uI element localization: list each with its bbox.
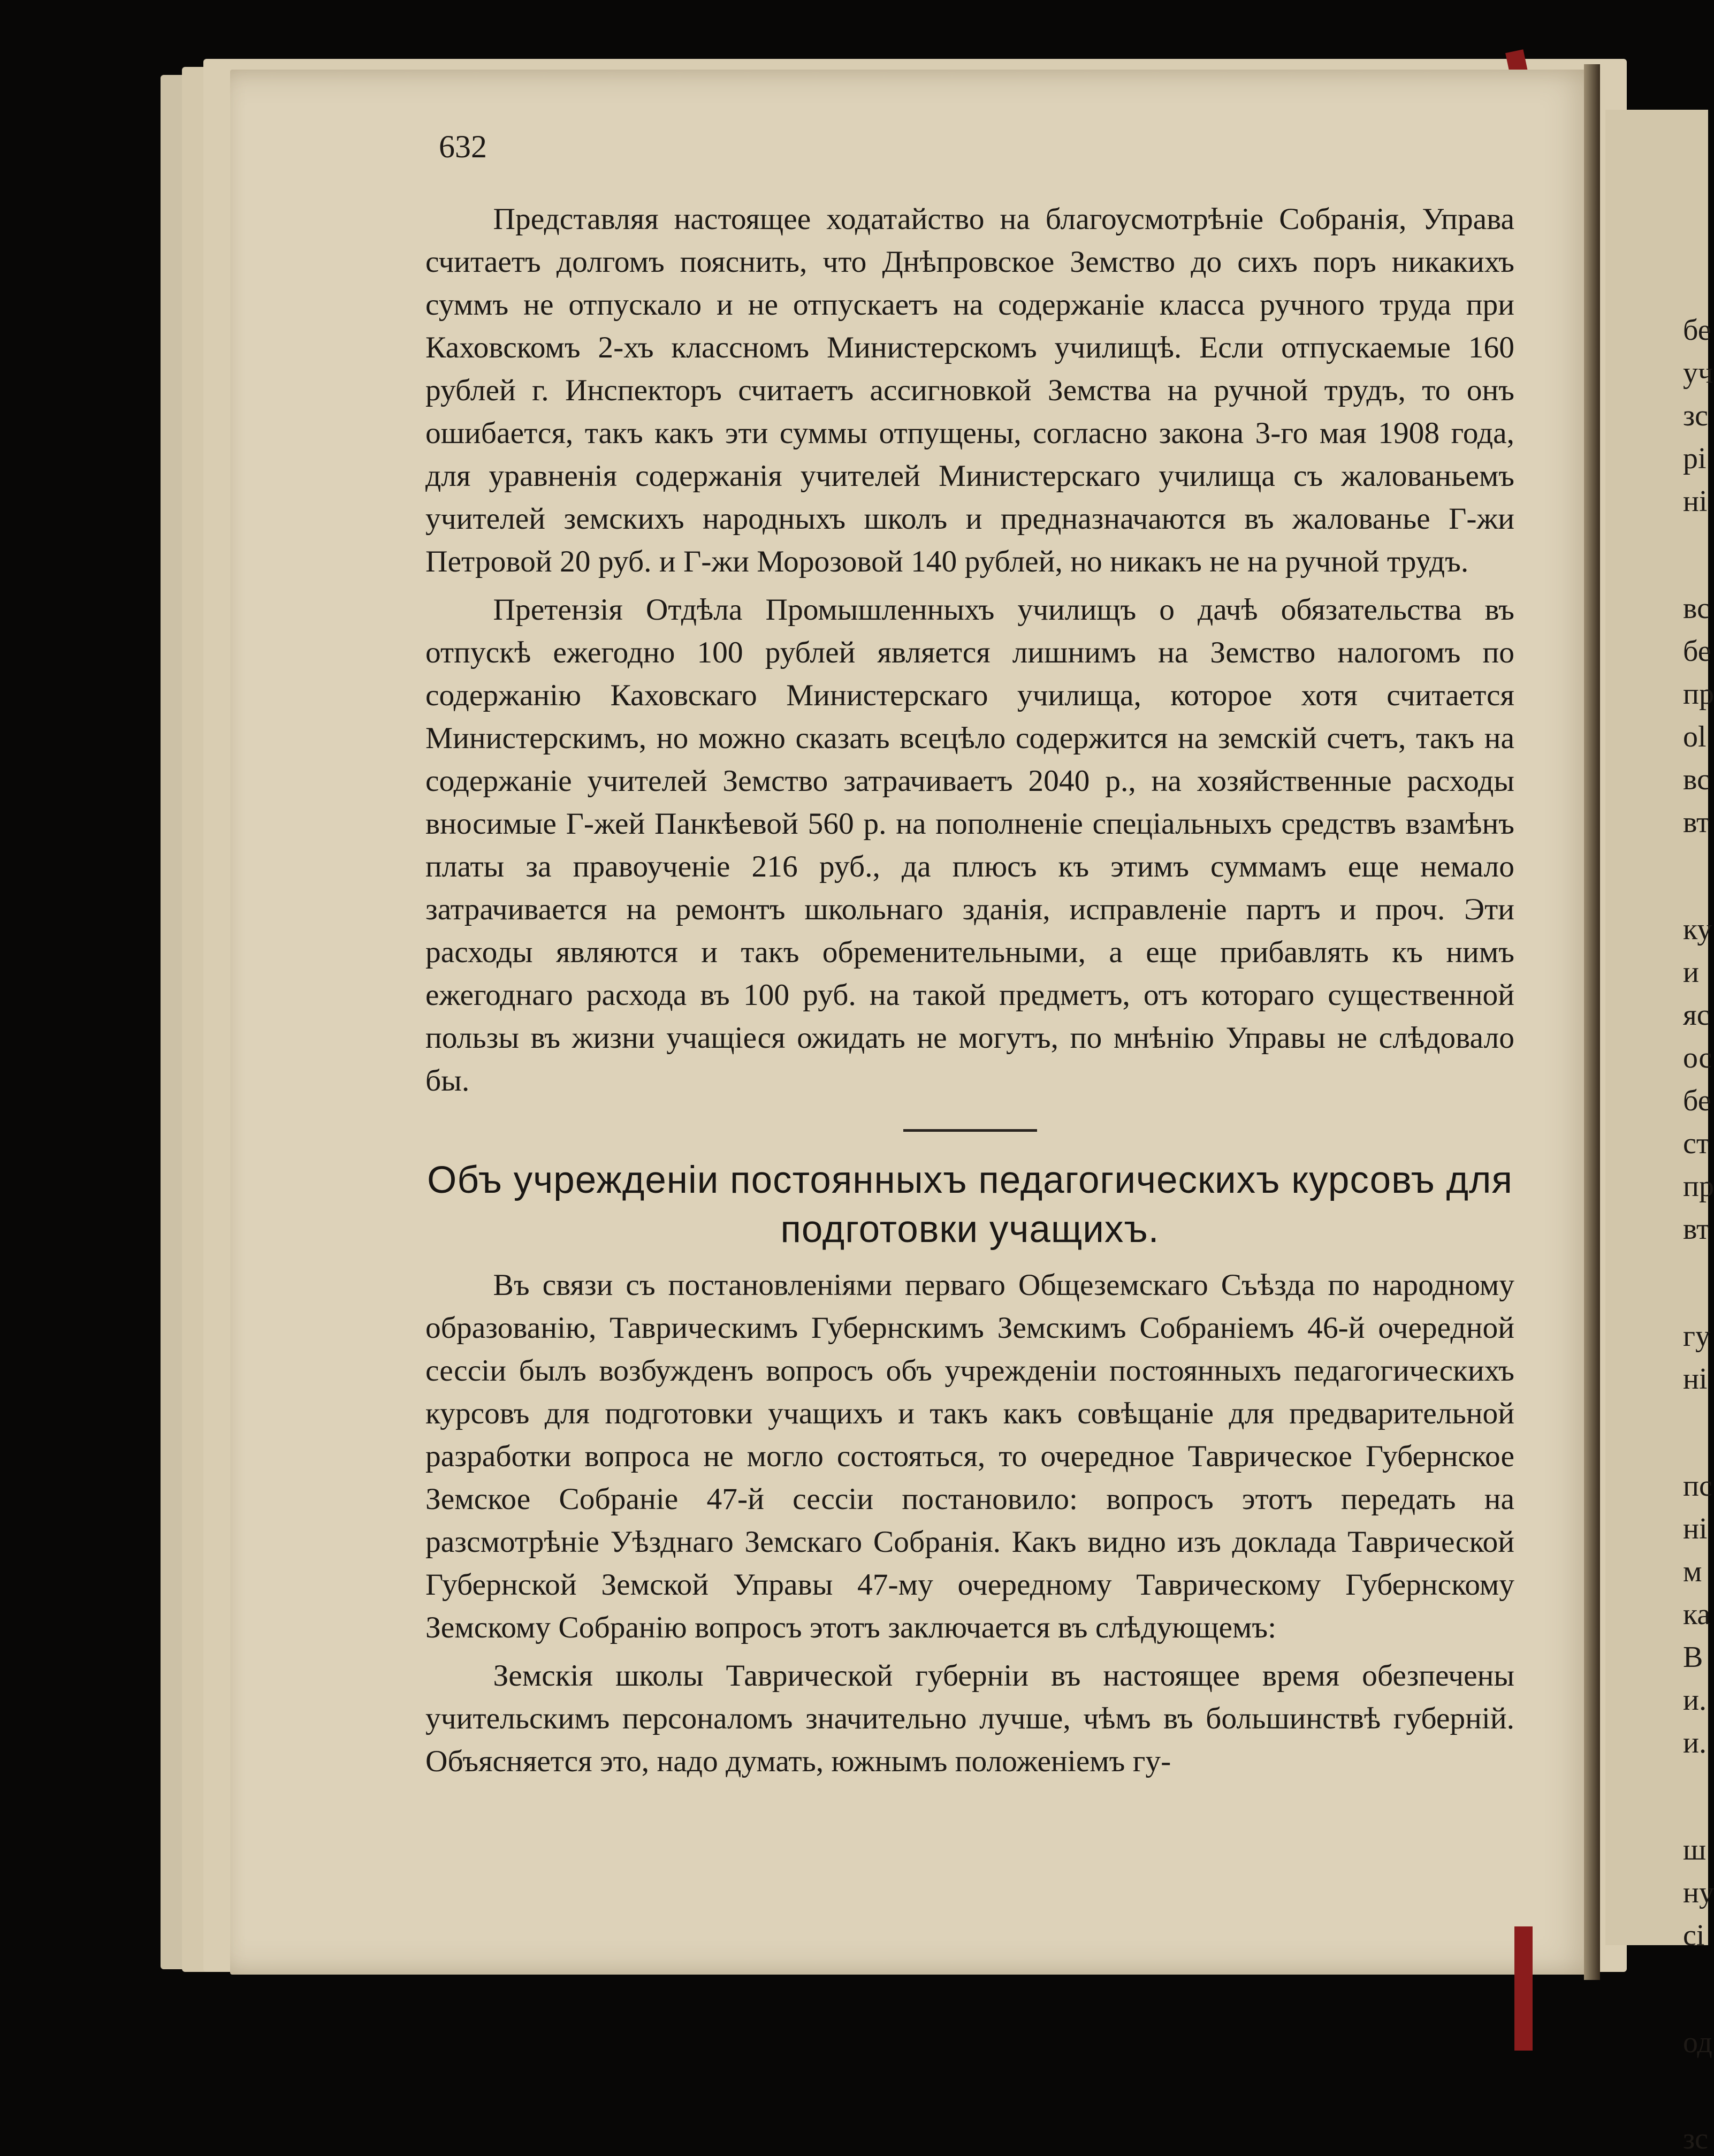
fragment-line: и.: [1683, 1683, 1707, 1717]
fragment-line: пс: [1683, 1469, 1712, 1503]
fragment-line: од: [1683, 2026, 1712, 2059]
fragment-line: ні: [1683, 1512, 1708, 1545]
fragment-line: и.: [1683, 1726, 1707, 1759]
fragment-line: зс: [1683, 399, 1708, 432]
fragment-line: вт: [1683, 806, 1710, 839]
page-number: 632: [439, 129, 487, 164]
right-page: [1605, 110, 1714, 2155]
section-heading: Объ учрежденіи постоянныхъ педагогическихъ курсовъ для подготовки учащихъ.: [427, 1159, 1513, 1251]
fragment-line: м: [1683, 1555, 1702, 1588]
bookmark-ribbon-bottom: [1514, 1926, 1533, 2051]
book-spine: [1584, 64, 1600, 1980]
body-paragraph: Претензія Отдѣла Промышленныхъ училищъ о дачѣ обязательства въ отпускѣ ежегодно 100 рублей является лишнимъ на Земство налогомъ по содержанію Каховскаго Министерскаго училища, которое хотя считается Министерскимъ, но можно сказать всецѣло содержится на земскій счетъ, такъ на содержаніе учителей Земство затрачиваетъ 2040 р., на хозяйственные расходы вносимые Г-жей Панкѣевой 560 р. на пополненіе спеціальныхъ средствъ взамѣнъ платы за правоученіе 216 руб., да плюсъ къ этимъ суммамъ еще немало затрачивается на ремонтъ школьнаго зданія, исправленіе партъ и проч. Эти расходы являются и такъ обременительными, а еще прибавлять къ нимъ ежегоднаго расхода въ 100 руб. на такой предметъ, отъ котораго существенной пользы въ жизни учащіеся ожидать не могутъ, по мнѣнію Управы не слѣдовало бы.: [425, 593, 1514, 1098]
fragment-line: ш: [1683, 1833, 1707, 1866]
fragment-line: ні: [1683, 485, 1708, 518]
fragment-line: пр: [1683, 677, 1714, 711]
section-divider: [903, 1129, 1037, 1132]
fragment-line: яс: [1683, 999, 1710, 1032]
fragment-line: зс: [1683, 2122, 1708, 2155]
fragment-line: ну: [1683, 1876, 1714, 1909]
fragment-line: бе: [1683, 1084, 1711, 1117]
fragment-line: ні: [1683, 1362, 1708, 1396]
body-paragraph: Представляя настоящее ходатайство на благоусмотрѣніе Собранія, Управа считаетъ долгомъ пояснить, что Днѣпровское Земство до сихъ поръ никакихъ суммъ не отпускало и не отпускаетъ на содержаніе класса ручного труда при Каховскомъ 2-хъ классномъ Министерскомъ училищѣ. Если отпускаемые 160 рублей г. Инспекторъ считаетъ ассигновкой Земства на ручной трудъ, то онъ ошибается, такъ какъ эти суммы отпущены, согласно закона 3-го мая 1908 года, для уравненія содержанія учителей Министерскаго училища съ жалованьемъ учителей земскихъ народныхъ школъ и предназначаются въ жалованье Г-жи Петровой 20 руб. и Г-жи Морозовой 140 рублей, но никакъ не на ручной трудъ.: [425, 202, 1514, 578]
fragment-line: уч: [1683, 356, 1713, 390]
body-paragraph: Въ связи съ постановленіями перваго Общеземскаго Съѣзда по народному образованію, Таврическимъ Губернскимъ Земскимъ Собраніемъ 46-й очередной сессіи былъ возбужденъ вопросъ объ учрежденіи постоянныхъ педагогическихъ курсовъ для подготовки учащихъ и такъ какъ совѣщаніе для предварительной разработки вопроса не могло состояться, то очередное Таврическое Губернское Земское Собраніе 47-й сессіи постановило: вопросъ этотъ передать на разсмотрѣніе Уѣзднаго Земскаго Собранія. Какъ видно изъ доклада Таврической Губернской Земской Управы 47-му очередному Таврическому Губернскому Земскому Собранію вопросъ этотъ заключается въ слѣдующемъ:: [425, 1268, 1514, 1644]
fragment-line: ка: [1683, 1598, 1711, 1631]
fragment-line: пр: [1683, 1170, 1714, 1203]
fragment-line: В: [1683, 1641, 1703, 1674]
fragment-line: ст: [1683, 1127, 1710, 1160]
page-body: [425, 198, 1514, 1788]
fragment-line: бе: [1683, 314, 1711, 347]
fragment-line: и: [1683, 956, 1699, 989]
fragment-line: вт: [1683, 1213, 1710, 1246]
fragment-line: сі: [1683, 1919, 1705, 1952]
body-paragraph: Земскія школы Таврической губерніи въ настоящее время обезпечены учительскимъ персоналомъ значительно лучше, чѣмъ въ большинствѣ губерній. Объясняется это, надо думать, южнымъ положеніемъ гу-: [425, 1659, 1514, 1778]
fragment-line: бе: [1683, 635, 1711, 668]
fragment-line: рі: [1683, 442, 1707, 475]
fragment-line: гу: [1683, 1320, 1710, 1353]
fragment-line: ку: [1683, 913, 1712, 946]
fragment-line: ol: [1683, 720, 1707, 753]
fragment-line: вс: [1683, 592, 1710, 625]
fragment-line: ос: [1683, 1041, 1712, 1075]
fragment-line: вс: [1683, 763, 1710, 796]
